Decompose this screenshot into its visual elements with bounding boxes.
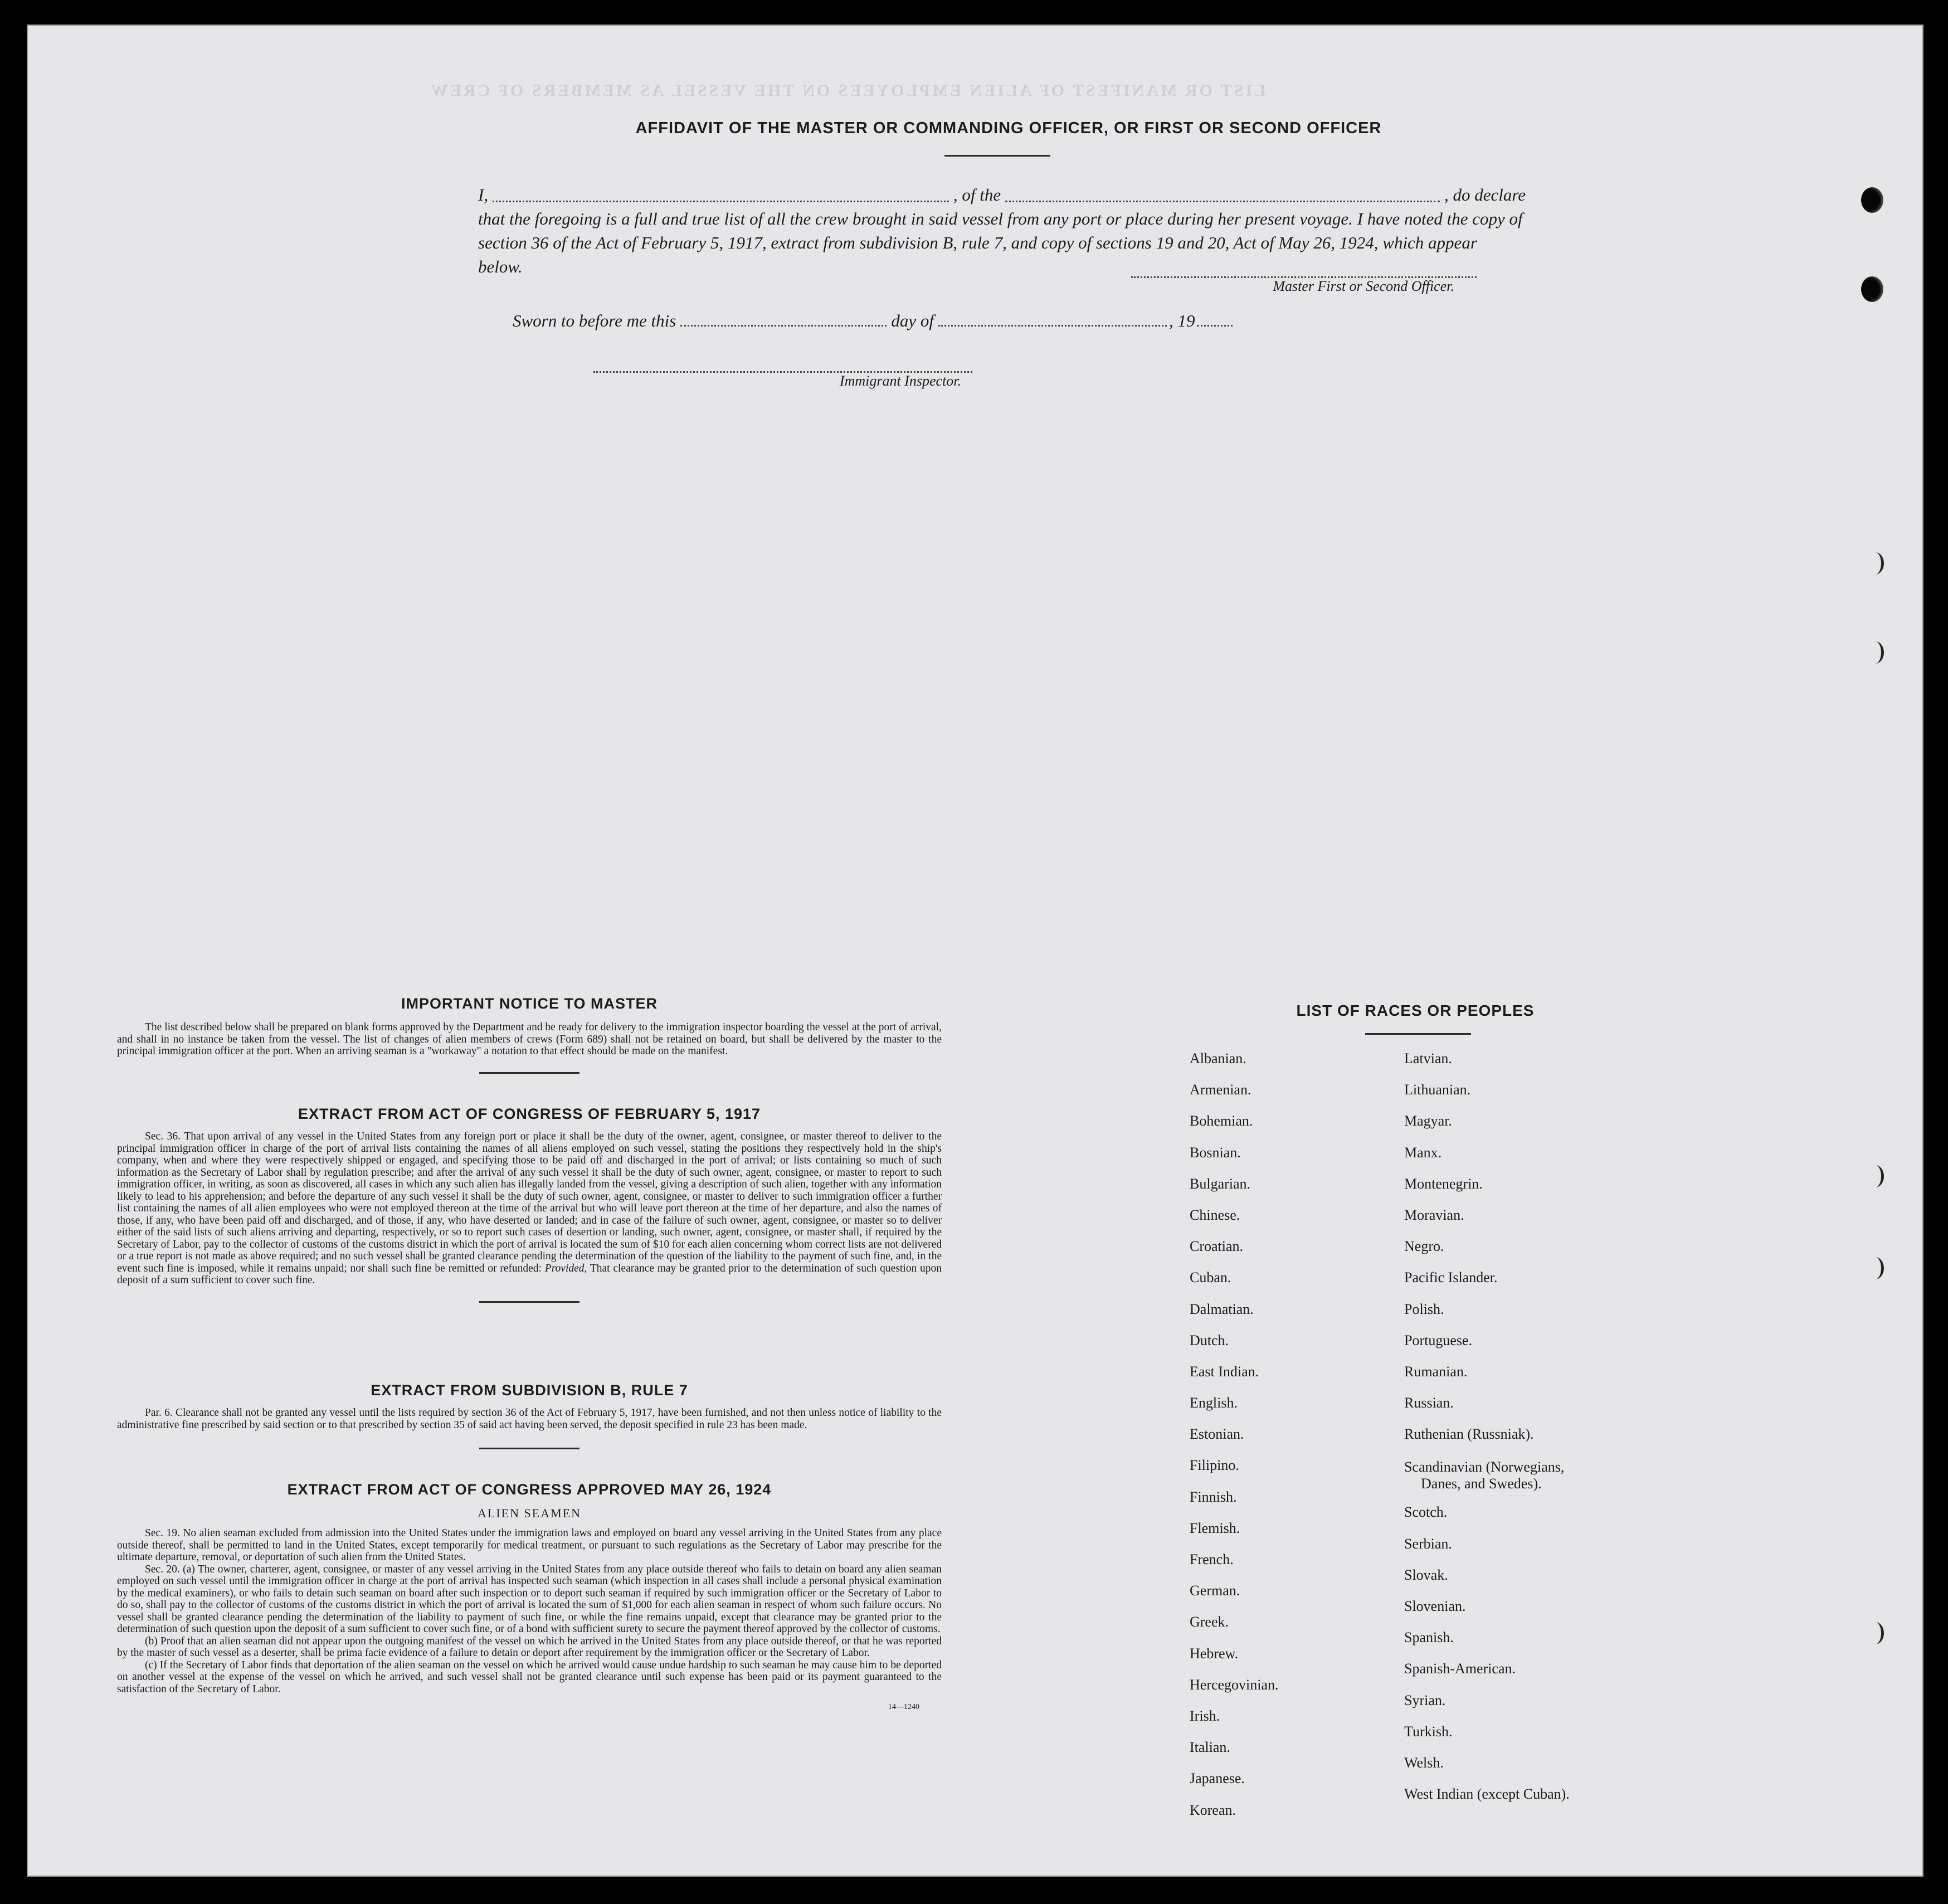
race-label: Slovak. xyxy=(1404,1566,1448,1583)
race-label: Croatian. xyxy=(1190,1238,1244,1255)
inspector-label: Immigrant Inspector. xyxy=(839,373,961,389)
race-item xyxy=(1404,1203,1570,1234)
bleed-through-text: LIST OR MANIFEST OF ALIEN EMPLOYEES ON THE VESSEL AS MEMBERS OF CREW xyxy=(429,81,1266,100)
race-label: Manx. xyxy=(1404,1144,1442,1161)
race-item xyxy=(1404,1532,1570,1563)
affidavit-body xyxy=(478,183,1526,279)
race-item xyxy=(1404,1109,1570,1140)
sworn-month-field[interactable] xyxy=(938,325,1167,327)
race-item xyxy=(1404,1360,1570,1391)
extract-1917-text xyxy=(117,1131,942,1287)
extract-1917-section xyxy=(117,1106,942,1303)
races-title: LIST OF RACES OR PEOPLES xyxy=(1296,1002,1535,1019)
document-page xyxy=(27,25,1923,1877)
sworn-line xyxy=(513,311,1276,331)
race-label: Italian. xyxy=(1190,1739,1230,1756)
proviso-word: Provided, xyxy=(544,1262,587,1274)
race-label: Albanian. xyxy=(1190,1050,1246,1067)
race-label: Armenian. xyxy=(1190,1082,1251,1098)
divider xyxy=(1365,1033,1471,1035)
subdivision-b-title: EXTRACT FROM SUBDIVISION B, RULE 7 xyxy=(371,1382,688,1399)
race-item xyxy=(1190,1453,1279,1484)
subdivision-b-section xyxy=(117,1382,942,1449)
race-label: Bulgarian. xyxy=(1190,1175,1251,1192)
race-item xyxy=(1190,1078,1279,1109)
race-label: Rumanian. xyxy=(1404,1363,1468,1380)
race-label: Ruthenian (Russniak). xyxy=(1404,1426,1534,1443)
extract-1917-title: EXTRACT FROM ACT OF CONGRESS OF FEBRUARY 5, 1917 xyxy=(298,1106,761,1122)
race-item xyxy=(1404,1751,1570,1782)
race-item xyxy=(1404,1172,1570,1203)
race-item xyxy=(1404,1422,1570,1453)
race-label: Polish. xyxy=(1404,1301,1444,1317)
race-label: Filipino. xyxy=(1190,1457,1239,1474)
race-item xyxy=(1190,1391,1279,1422)
sec19-text: Sec. 19. No alien seaman excluded from admission into the United States under the immigration laws and employed on board any vessel arriving in the United States from any place outside thereof, shall be permitted to land in the United States, except temporarily for medical treatment, or pursuant to such regulations as the Secretary of Labor may prescribe for the ultimate departure, removal, or deportation of such alien from the United States. xyxy=(117,1527,942,1563)
race-item xyxy=(1190,1141,1279,1172)
race-label: Moravian. xyxy=(1404,1206,1464,1223)
race-item xyxy=(1190,1297,1279,1328)
race-item xyxy=(1190,1203,1279,1234)
notice-section xyxy=(117,995,942,1074)
notice-text: The list described below shall be prepared on blank forms approved by the Department and be ready for delivery to the immigration inspector boarding the vessel at the port of arrival, and shall in no instance be taken from the vessel. The list of changes of alien members of crews (Form 689) shall not be retained on board, but shall be delivered by the master to the principal immigration officer at the port. When an arriving seaman is a "workaway" a notation to that effect should be made on the manifest. xyxy=(117,1021,942,1057)
race-label: Magyar. xyxy=(1404,1113,1452,1129)
race-label: Spanish. xyxy=(1404,1629,1454,1646)
race-label: Serbian. xyxy=(1404,1535,1452,1552)
sworn-prefix: Sworn to before me this xyxy=(513,311,676,330)
master-signature xyxy=(1131,276,1477,295)
race-label: Negro. xyxy=(1404,1238,1444,1255)
race-item xyxy=(1404,1046,1570,1078)
divider xyxy=(479,1072,579,1074)
race-item xyxy=(1404,1391,1570,1422)
race-item xyxy=(1404,1328,1570,1360)
race-item xyxy=(1190,1766,1279,1798)
vessel-prefix: , of the xyxy=(953,185,1001,204)
race-label: Korean. xyxy=(1190,1801,1236,1818)
sec36-text-end: That clearance may be granted prior to the determination of such question upon deposit of a sum sufficient to cover such fine. xyxy=(117,1262,942,1286)
race-item xyxy=(1190,1798,1279,1829)
divider xyxy=(479,1301,579,1303)
race-label: Japanese. xyxy=(1190,1770,1245,1787)
divider xyxy=(944,155,1050,157)
punch-hole-icon xyxy=(1867,641,1884,664)
race-label: Scotch. xyxy=(1404,1504,1448,1521)
master-signature-label: Master First or Second Officer. xyxy=(1273,278,1454,294)
race-label: Estonian. xyxy=(1190,1426,1244,1443)
declarant-prefix: I, xyxy=(478,185,489,204)
race-label: Hercegovinian. xyxy=(1190,1676,1279,1693)
race-item xyxy=(1190,1046,1279,1078)
race-item xyxy=(1404,1265,1570,1297)
vessel-name-field[interactable] xyxy=(1005,201,1440,202)
sec20a-text: Sec. 20. (a) The owner, charterer, agent, consignee, or master of any vessel arriving in the United States from any place outside thereof who fails to detain on board any alien seaman employed on such vessel until the immigration officer in charge at the port of arrival has inspected such seaman (which inspection in all cases shall include a personal physical examination by the medical examiners), or who fails to detain such seaman on board after such inspection or to deport such seaman if required by such immigration officer or the Secretary of Labor to do so, shall pay to the collector of customs of the customs district in which the port of arrival is located the sum of $1,000 for each alien seaman in respect of whom such failure occurs. No vessel shall be granted clearance pending the determination of the liability to payment of such fine, or while the fine remains unpaid, except that clearance may be granted prior to the determination of such question upon the deposit of a sum sufficient to cover such fine, or of a bond with sufficient surety to secure the payment thereof approved by the collector of customs. xyxy=(117,1563,942,1635)
race-label: English. xyxy=(1190,1395,1238,1411)
race-label: French. xyxy=(1190,1551,1234,1567)
race-label: Turkish. xyxy=(1404,1723,1453,1740)
inspector-signature xyxy=(593,371,972,389)
race-item xyxy=(1190,1735,1279,1766)
declarant-name-field[interactable] xyxy=(493,201,949,202)
race-item xyxy=(1190,1172,1279,1203)
notice-title: IMPORTANT NOTICE TO MASTER xyxy=(401,995,658,1012)
race-item xyxy=(1190,1422,1279,1453)
race-item xyxy=(1190,1485,1279,1516)
declare-suffix: , do declare xyxy=(1444,185,1526,204)
race-label: Dalmatian. xyxy=(1190,1301,1254,1317)
race-label: Latvian. xyxy=(1404,1050,1452,1067)
race-item xyxy=(1190,1516,1279,1547)
race-item xyxy=(1404,1720,1570,1751)
race-item xyxy=(1404,1500,1570,1531)
race-item xyxy=(1190,1642,1279,1673)
race-label: Flemish. xyxy=(1190,1520,1240,1536)
race-label: Irish. xyxy=(1190,1707,1220,1724)
sworn-year-field[interactable] xyxy=(1197,325,1233,327)
sworn-day-field[interactable] xyxy=(680,325,887,327)
affidavit-title: AFFIDAVIT OF THE MASTER OR COMMANDING OFFICER, OR FIRST OR SECOND OFFICER xyxy=(635,119,1382,137)
race-item xyxy=(1404,1563,1570,1594)
race-label: Finnish. xyxy=(1190,1488,1237,1505)
punch-hole-icon xyxy=(1861,276,1883,302)
race-item xyxy=(1190,1610,1279,1641)
sec36-text: Sec. 36. That upon arrival of any vessel in the United States from any foreign port or place it shall be the duty of the owner, agent, consignee, or master thereof to deliver to the principal immigration officer in charge of the port of arrival lists containing the names of all aliens employed on such vessel, stating the positions they respectively hold in the ship's company, when and where they were respectively shipped or engaged, and specifying those to be paid off and discharged in the port of arrival; or lists containing so much of such information as the Secretary of Labor shall by regulation prescribe; and after the arrival of any such vessel it shall be the duty of such owner, agent, consignee, or master to report to such immigration officer, in writing, as soon as discovered, all cases in which any such alien has illegally landed from the vessel, giving a description of such alien, together with any information likely to lead to his apprehension; and before the departure of any such vessel it shall be the duty of such owner, agent, consignee, or master to deliver to such immigration officer a further list containing the names of all alien employees who were not employed thereon at the time of the arrival but who will leave port thereon at the time of her departure, and also the names of those, if any, who have been paid off and discharged, and of those, if any, who have deserted or landed; and in case of the failure of such owner, agent, consignee, or master so to deliver either of the said lists of such aliens arriving and departing, respectively, or so to report such cases of desertion or landing, such owner, agent, consignee, or master shall, if required by the Secretary of Labor, pay to the collector of customs of the customs district in which the port of arrival is located the sum of $10 for each alien concerning whom correct lists are not delivered or a true report is not made as above required; and no such vessel shall be granted clearance pending the determination of the question of the liability to the payment of such fine, and, in the event such fine is imposed, while it remains unpaid; nor shall such fine be remitted or refunded: xyxy=(117,1131,942,1274)
race-label: German. xyxy=(1190,1582,1240,1599)
extract-1924-title: EXTRACT FROM ACT OF CONGRESS APPROVED MAY 26, 1924 xyxy=(287,1481,772,1498)
punch-hole-icon xyxy=(1867,552,1884,574)
subdivision-b-text: Par. 6. Clearance shall not be granted any vessel until the lists required by section 36 of the Act of February 5, 1917, have been furnished, and not then unless notice of liability to the administrative fine prescribed by said section or to that prescribed by section 35 of said act having been served, the deposit specified in rule 23 has been made. xyxy=(117,1407,942,1431)
race-label: East Indian. xyxy=(1190,1363,1259,1380)
race-item xyxy=(1404,1657,1570,1688)
form-number: 14—1240 xyxy=(888,1703,919,1711)
race-label: Welsh. xyxy=(1404,1754,1444,1771)
race-label: Spanish-American. xyxy=(1404,1660,1516,1677)
race-label: Russian. xyxy=(1404,1395,1454,1411)
race-item xyxy=(1404,1234,1570,1265)
race-item xyxy=(1404,1782,1570,1813)
race-item xyxy=(1404,1453,1570,1500)
race-item xyxy=(1404,1141,1570,1172)
race-label: Dutch. xyxy=(1190,1332,1229,1348)
race-item xyxy=(1190,1704,1279,1735)
race-item xyxy=(1190,1673,1279,1704)
race-label: Scandinavian (Norwegians, xyxy=(1404,1459,1565,1476)
race-item xyxy=(1404,1688,1570,1720)
race-label: Slovenian. xyxy=(1404,1598,1466,1614)
race-label: Bohemian. xyxy=(1190,1113,1253,1129)
race-label: West Indian (except Cuban). xyxy=(1404,1786,1570,1803)
race-item xyxy=(1404,1078,1570,1109)
sec20b-text: (b) Proof that an alien seaman did not appear upon the outgoing manifest of the vessel on which he arrived in the United States from any place outside thereof, or that he was reported by the master of such vessel as a deserter, shall be prima facie evidence of a failure to detain or deport after requirement by the immigration officer or the Secretary of Labor. xyxy=(117,1635,942,1659)
sworn-year-label: , 19 xyxy=(1168,311,1195,330)
race-item xyxy=(1190,1547,1279,1579)
race-label: Chinese. xyxy=(1190,1206,1240,1223)
race-item xyxy=(1404,1594,1570,1625)
races-left-column xyxy=(1190,1046,1279,1829)
race-item xyxy=(1190,1265,1279,1297)
divider xyxy=(479,1448,579,1449)
race-label: Syrian. xyxy=(1404,1692,1446,1708)
race-item xyxy=(1190,1234,1279,1265)
race-item xyxy=(1190,1328,1279,1360)
punch-hole-icon xyxy=(1867,1257,1884,1279)
extract-1924-section xyxy=(117,1481,942,1712)
sworn-day-label: day of xyxy=(891,311,934,330)
race-label: Pacific Islander. xyxy=(1404,1269,1498,1286)
race-item xyxy=(1190,1109,1279,1140)
punch-hole-icon xyxy=(1867,1165,1884,1187)
alien-seamen-subtitle: ALIEN SEAMEN xyxy=(478,1506,581,1520)
race-label-continued: Danes, and Swedes). xyxy=(1421,1476,1542,1492)
race-item xyxy=(1404,1297,1570,1328)
race-item xyxy=(1190,1579,1279,1610)
race-label: Greek. xyxy=(1190,1614,1229,1630)
race-label: Portuguese. xyxy=(1404,1332,1473,1348)
race-label: Bosnian. xyxy=(1190,1144,1241,1161)
race-label: Cuban. xyxy=(1190,1269,1231,1286)
declaration-line xyxy=(478,183,1526,207)
punch-hole-icon xyxy=(1861,187,1883,213)
race-item xyxy=(1190,1360,1279,1391)
sec20c-text: (c) If the Secretary of Labor finds that deportation of the alien seaman on the vessel on which he arrived would cause undue hardship to such seaman he may cause him to be deported on another vessel at the expense of the vessel on which he arrived, and such vessel shall not be granted clearance until such expense has been paid or its payment guaranteed to the satisfaction of the Secretary of Labor. xyxy=(117,1659,942,1695)
punch-hole-icon xyxy=(1867,1622,1884,1644)
race-label: Montenegrin. xyxy=(1404,1175,1483,1192)
race-label: Lithuanian. xyxy=(1404,1082,1471,1098)
race-item xyxy=(1404,1625,1570,1657)
races-right-column xyxy=(1404,1046,1570,1813)
race-label: Hebrew. xyxy=(1190,1645,1239,1662)
declaration-text: that the foregoing is a full and true list of all the crew brought in said vessel from any port or place during her present voyage. I have noted the copy of section 36 of the Act of February 5, 1917, extract from subdivision B, rule 7, and copy of sections 19 and 20, Act of May 26, 1924, which appear below. xyxy=(478,209,1523,276)
